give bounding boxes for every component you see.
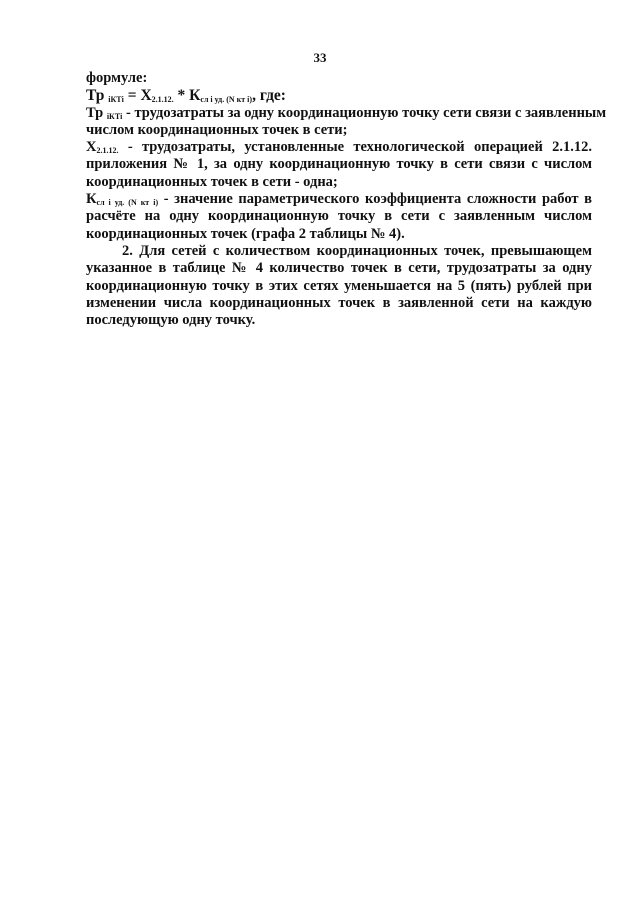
formula-equals: =: [127, 87, 137, 105]
page-number: 33: [313, 50, 327, 65]
definition-symbol: Тр: [86, 104, 104, 121]
paragraph-line: указанное в таблице № 4 количество точек в сети, трудозатраты за одну: [86, 260, 592, 277]
formula-k: К: [189, 87, 201, 105]
definition-symbol-subscript: 2.1.12.: [96, 146, 119, 156]
definition-text: - трудозатраты за одну координационную точку сети связи с заявленным: [126, 104, 607, 121]
formula-tail: , где:: [252, 87, 286, 105]
definition-text: числом координационных точек в сети;: [86, 121, 348, 138]
definition-text: - значение параметрического коэффициента сложности работ в: [163, 191, 592, 208]
document-body: [86, 70, 607, 329]
definition-text: - трудозатраты, установленные технологической операцией 2.1.12.: [127, 139, 593, 156]
definition-symbol: X: [86, 139, 97, 156]
paragraph-line: изменении числа координационных точек в заявленной сети на каждую: [86, 294, 592, 311]
formula-times: *: [177, 87, 186, 105]
definition-symbol: К: [86, 191, 97, 208]
definition-k: [86, 191, 592, 243]
formula: [86, 87, 592, 104]
formula-lhs-subscript: iКТi: [108, 95, 124, 105]
formula-x-subscript: 2.1.12.: [151, 95, 174, 105]
paragraph-2: [86, 243, 592, 329]
paragraph-line: 2. Для сетей с количеством координационных точек, превышающем: [122, 242, 592, 259]
formula-lhs: Тр: [86, 87, 105, 105]
definition-x: [86, 139, 592, 191]
paragraph-line: последующую одну точку.: [86, 312, 256, 329]
formula-x: X: [140, 87, 152, 105]
formula-intro: формуле:: [86, 70, 148, 86]
definition-text: координационных точек (графа 2 таблицы № 4).: [86, 225, 405, 242]
definition-symbol-subscript: iКТi: [106, 111, 123, 121]
definition-symbol-subscript: сл i уд. (N кт i): [96, 198, 159, 208]
paragraph-line: координационную точку в этих сетях уменьшается на 5 (пять) рублей при: [86, 277, 592, 294]
definition-tr: [86, 104, 607, 140]
definition-text: приложения № 1, за одну координационную точку в сети связи с числом: [86, 156, 592, 173]
formula-k-subscript: сл i уд. (N кт i): [200, 95, 253, 105]
definition-text: координационных точек в сети - одна;: [86, 173, 338, 190]
definition-text: расчёте на одну координационную точку в сети с заявленным числом: [86, 208, 592, 225]
